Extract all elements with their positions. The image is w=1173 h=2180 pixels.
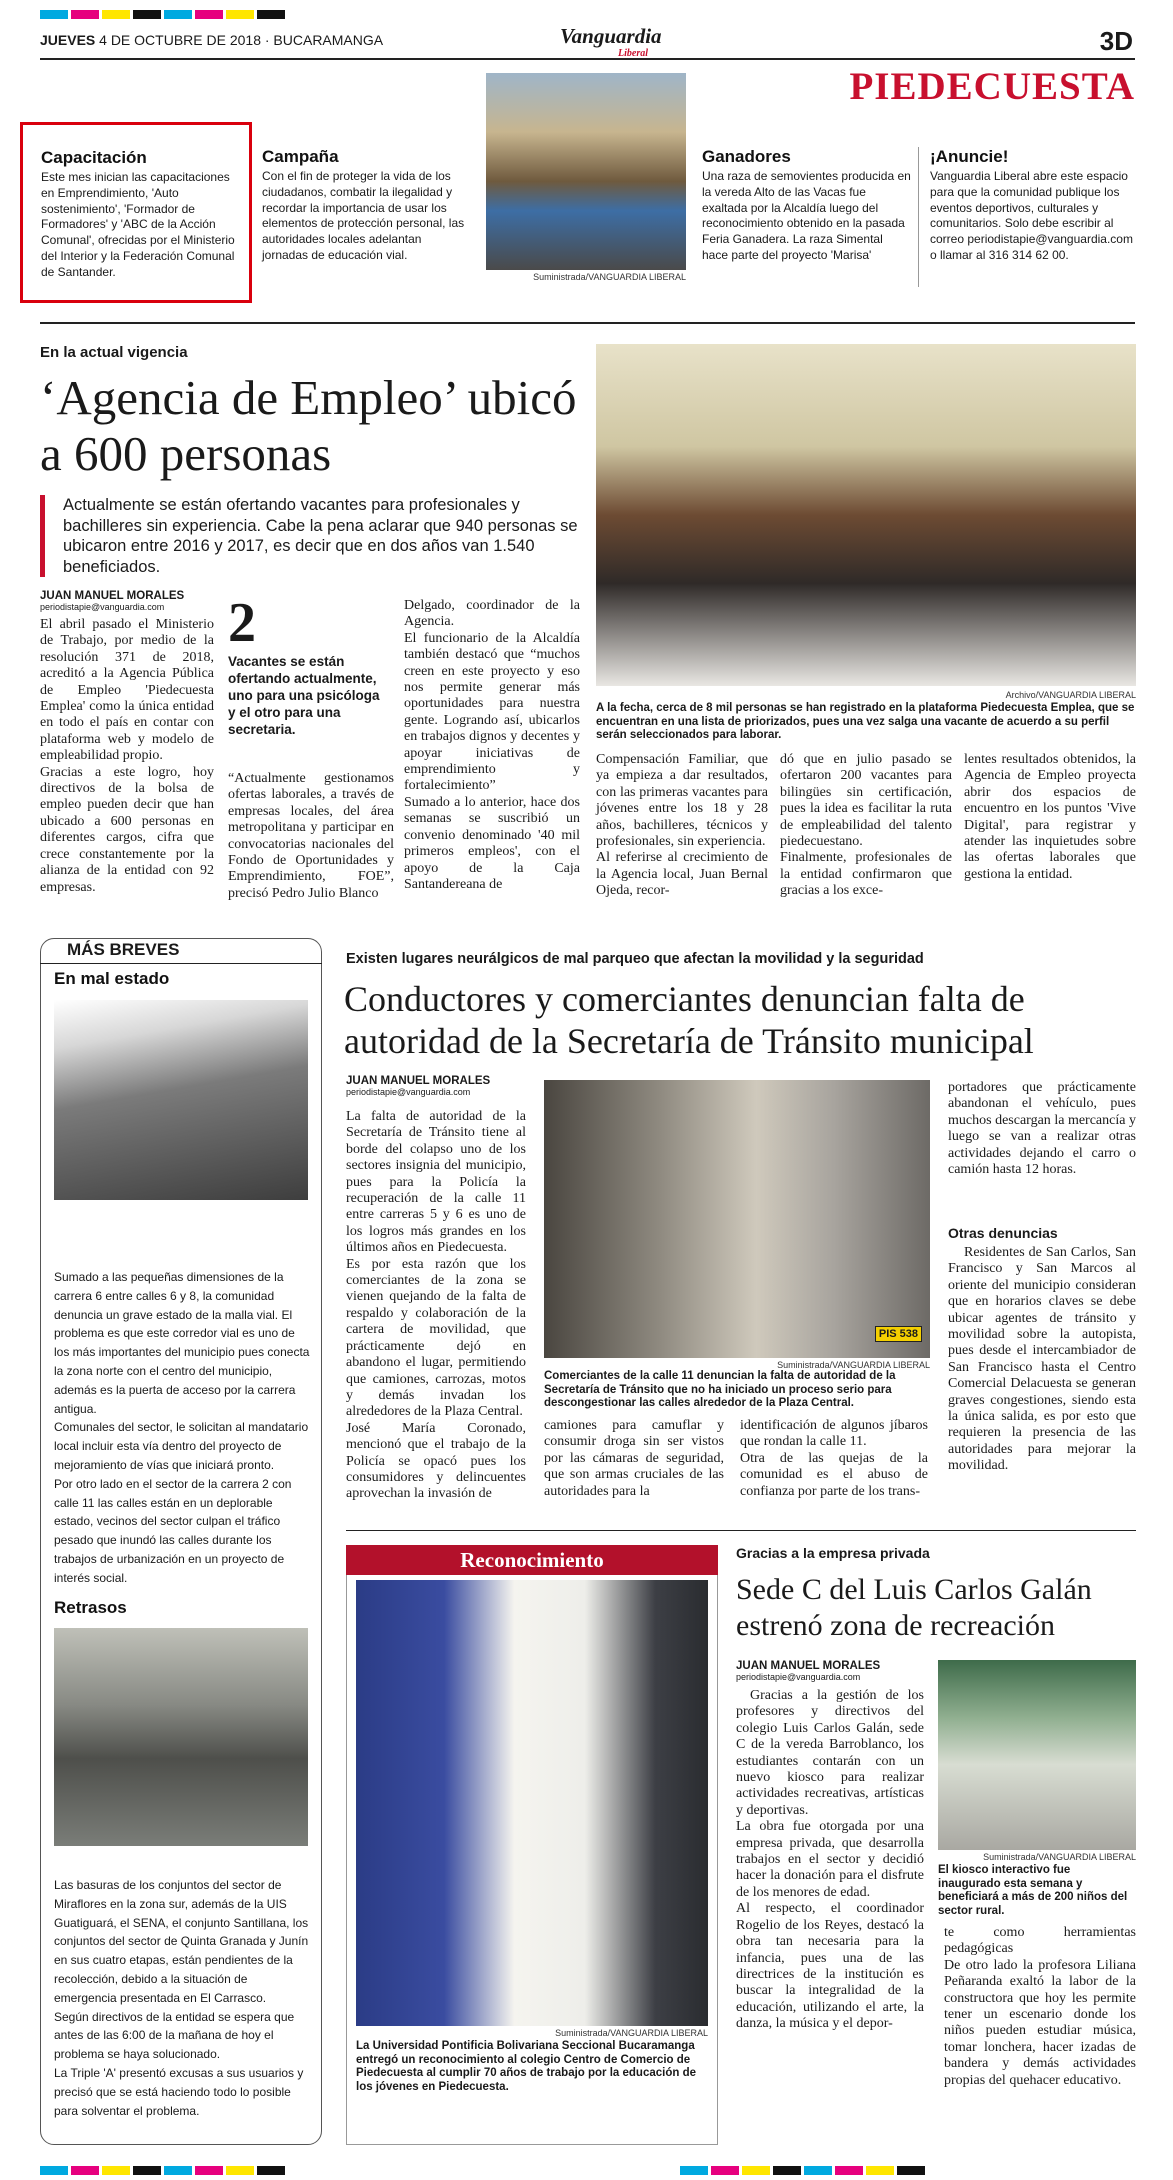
transit-col3: identificación de algunos jíbaros que rondan la calle 11. Otra de las quejas de la comunidad es el abuso de confianza por parte de los trans- (740, 1418, 928, 1499)
author: JUAN MANUEL MORALES (346, 1075, 491, 1087)
breve-title: Retrasos (54, 1598, 127, 1617)
photo-caption: La Universidad Pontificia Bolivariana Seccional Bucaramanga entregó un reconocimiento al colegio Centro de Comercio de Piedecuesta al cumplir 70 años de trabajo por la educación de los jóvenes en Piedecuesta. (356, 2040, 697, 2093)
brief-ganadores (702, 147, 912, 264)
lead-photo (596, 344, 1136, 686)
lead-col5: dó que en julio pasado se ofertaron 200 vacantes para bilingües sin certificación, pues la idea es facilitar la ruta de empleabilidad del talento piedecuestano. Finalmente, profesionales de la entidad confirmaron que gracias a los exce- (780, 752, 952, 899)
kiosk-photo (938, 1660, 1136, 1850)
header-date: 4 DE OCTUBRE DE 2018 · BUCARAMANGA (99, 32, 384, 48)
transit-subhead: Otras denuncias (948, 1225, 1058, 1241)
photo-credit: Suministrada/VANGUARDIA LIBERAL (533, 272, 686, 282)
brief-anuncie (930, 147, 1138, 264)
lead-kicker: En la actual vigencia (40, 344, 188, 361)
author: JUAN MANUEL MORALES (736, 1660, 881, 1672)
lead-col2: “Actualmente gestionamos ofertas laborales, a través de empresas locales, del área metropolitana y participar en convocatorias nacionales del Fondo de Oportunidades y Emprendimiento, FOE”, precisó Pedro Julio Blanco (228, 771, 394, 901)
photo-caption: Comerciantes de la calle 11 denuncian la falta de autoridad de la Secretaría de Tránsito que no ha iniciado un proceso serio para descongestionar las calles alrededor de la Plaza Central. (544, 1370, 896, 1409)
brief-capacitacion (20, 122, 252, 303)
garbage-truck-photo (54, 1628, 308, 1846)
school-col2: te como herramientas pedagógicas De otro lado la profesora Liliana Peñaranda exaltó la labor de la constructora que hoy les permite tener un escenario donde los niños pueden estudiar música, tomar lonchera, hacer izadas de bandera y demás actividades propias del quehacer educativo. (944, 1925, 1136, 2088)
color-bar-bottom-right (680, 2162, 928, 2180)
lead-col6: lentes resultados obtenidos, la Agencia de Empleo proyecta abrir dos espacios de encuentro en los puntos 'Vive Digital', para registrar y atender las inquietudes sobre las ofertas laborales que gestiona la entidad. (964, 752, 1136, 882)
transit-col1: La falta de autoridad de la Secretaría de Tránsito tiene al borde del colapso uno de los sectores insignia del municipio, pues para la Policía la recuperación de la calle 11 entre carreras 5 y 6 es uno de los logros más grandes en los últimos años en Piedecuesta. Es por esta razón que los comerciantes de la zona se vienen quejando de la falta de respaldo y colaboración de la cartera de movilidad, que prácticamente dejó en abandono el lugar, permitiendo que camiones, carrozas, motos y demás invadan los alrededores de la Plaza Central. José María Coronado, mencionó que el trabajo de la Policía se opacó pues los consumidores y delincuentes aprovechan la invasión de (346, 1109, 526, 1502)
page-header (40, 26, 1135, 60)
author-email: periodistapie@vanguardia.com (736, 1672, 861, 1682)
mas-breves-header: MÁS BREVES (67, 940, 180, 959)
fact-number: 2 (228, 592, 256, 654)
divider (40, 322, 1135, 324)
masthead-logo-sub: Liberal (618, 48, 648, 59)
school-col1: Gracias a la gestión de los profesores y directivos del colegio Luis Carlos Galán, sede C de la vereda Barroblanco, los estudiantes contarán con un nuevo kiosco para realizar actividades recreativas, artísticas y deportivas. La obra fue otorgada por una empresa privada, que desarrolla trabajos en el sector y decidió hacer la donación para el disfrute de los menores de edad. Al respecto, el coordinador Rogelio de los Reyes, destacó la obra tan necesaria para la infancia, pues una de las directrices de la institución es buscar la integralidad de la educación, utilizando el arte, la danza, la música y el depor- (736, 1688, 924, 2032)
brief-text: Vanguardia Liberal abre este espacio para que la comunidad publique los eventos deportivos, culturales y comunitarios. Solo debe escribir al correo periodistapie@vanguardia.com o llamar al 316 314 62 00. (930, 169, 1133, 262)
lead-col1: El abril pasado el Ministerio de Trabajo, por medio de la resolución 371 de 2018, acreditó a la Agencia Pública de Empleo 'Piedecuesta Emplea' como la única entidad en todo el país en contar con plataforma web y modelo de empleabilidad propio. Gracias a este logro, hoy directivos de la bolsa de empleo pueden decir que han ubicado a 600 personas en diferentes cargos, cifra que crece constantemente por la alianza de la entidad con 92 empresas. (40, 617, 214, 895)
brief-campana (262, 147, 470, 264)
school-headline: Sede C del Luis Carlos Galán estrenó zona de recreación (736, 1573, 1092, 1642)
transit-col2: camiones para camuflar y consumir droga sin ser vistos por las cámaras de seguridad, que son armas cruciales de las autoridades para la (544, 1418, 724, 1499)
author: JUAN MANUEL MORALES (40, 590, 185, 602)
photo-credit: Archivo/VANGUARDIA LIBERAL (1005, 690, 1136, 700)
transit-byline (346, 1075, 490, 1097)
photo-caption: El kiosco interactivo fue inaugurado esta semana y beneficiará a más de 200 niños del sector rural. (938, 1864, 1128, 1917)
lead-deck: Actualmente se están ofertando vacantes para profesionales y bachilleres sin experiencia. Cabe la pena aclarar que 940 personas se ubicaron entre 2016 y 2017, es decir que en dos años van 1.540 beneficiados. (40, 495, 590, 577)
header-day: JUEVES (40, 32, 96, 48)
photo-credit: Suministrada/VANGUARDIA LIBERAL (983, 1852, 1136, 1862)
lead-headline: ‘Agencia de Empleo’ ubicó a 600 personas (40, 370, 577, 481)
fact-box (228, 592, 388, 738)
brief-text: Este mes inician las capacitaciones en Emprendimiento, 'Auto sostenimiento', 'Formador de Formadores' y 'ABC de la Acción Comunal', ofrecidas por el Ministerio del Interior y la Federación Comunal de Santander. (41, 170, 235, 279)
reco-header: Reconocimiento (460, 1548, 604, 1572)
divider (346, 1530, 1136, 1531)
brief-title: Capacitación (41, 148, 147, 167)
license-plate: PIS 538 (875, 1326, 922, 1342)
lead-col4: Compensación Familiar, que ya empieza a dar resultados, con las primeras vacantes para jóvenes entre los 18 y 28 años, bachilleres, técnicos y profesionales, sin experiencia. Al referirse al crecimiento de la Agencia local, Juan Bernal Ojeda, recor- (596, 752, 768, 899)
reco-photo (356, 1580, 708, 2026)
section-title: PIEDECUESTA (849, 65, 1135, 108)
brief-title: Ganadores (702, 147, 791, 166)
brief-text: Con el fin de proteger la vida de los ciudadanos, combatir la ilegalidad y recordar la importancia de usar los elementos de protección personal, las autoridades locales adelantan jornadas de educación vial. (262, 169, 465, 262)
cattle-photo (486, 73, 686, 270)
transit-kicker: Existen lugares neurálgicos de mal parqueo que afectan la movilidad y la seguridad (346, 951, 924, 967)
photo-credit: Suministrada/VANGUARDIA LIBERAL (555, 2028, 708, 2038)
lead-byline (40, 590, 184, 612)
lead-col3: Delgado, coordinador de la Agencia. El funcionario de la Alcaldía también destacó que “muchos creen en este proyecto y eso nos permite generar más oportunidades para nuestra gente. Logrando así, ubicarlos en trabajos dignos y decentes y apoyar iniciativas de emprendimiento y fortalecimiento” Sumado a lo anterior, hace dos semanas se suscribió un convenio denominado '40 mil primeros empleos', con el apoyo de la Caja Santandereana de (404, 598, 580, 892)
reco-header-band (346, 1545, 718, 1575)
school-kicker: Gracias a la empresa privada (736, 1545, 930, 1561)
transit-col4b: Residentes de San Carlos, San Francisco y San Marcos al oriente del municipio consideran que en horarios claves se debe ubicar agentes de tránsito y movilidad sobre la autopista, pues desde el intercambiador de San Francisco hasta el Centro Comercial Delacuesta se generan graves congestiones, siendo esta la única salida, es por esto que requieren la presencia de las autoridades para mejorar la movilidad. (948, 1245, 1136, 1474)
divider (40, 963, 322, 964)
breve-text: Sumado a las pequeñas dimensiones de la carrera 6 entre calles 6 y 8, la comunidad denuncia un grave estado de la malla vial. El problema es que este corredor vial es uno de los más importantes del municipio pues conecta la zona norte con el centro del municipio, además es la puerta de acceso por la carrera antigua. Comunales del sector, le solicitan al mandatario local incluir esta vía dentro del proyecto de mejoramiento de vías que iniciará pronto. Por otro lado en el sector de la carrera 2 con calle 11 las calles están en un deplorable estado, vecinos del sector culpan el tráfico pesado que inundó las calles durante los trabajos de urbanización en un proyecto de interés social. (54, 1270, 310, 1585)
breve-text: Las basuras de los conjuntos del sector de Miraflores en la zona sur, además de la UIS Guatiguará, el SENA, el conjunto Santillana, los conjuntos del sector de Quinta Granada y Junín en sus cuatro etapas, están pendientes de la recolección, debido a la situación de emergencia presentada en El Carrasco. Según directivos de la entidad se espera que antes de las 6:00 de la mañana de hoy el problema se haya solucionado. La Triple 'A' presentó excusas a sus usuarios y precisó que se está haciendo todo lo posible para solventar el problema. (54, 1878, 309, 2118)
transit-headline: Conductores y comerciantes denuncian falta de autoridad de la Secretaría de Tránsito municipal (344, 979, 1034, 1061)
color-bar-bottom (40, 2162, 288, 2180)
school-byline (736, 1660, 880, 1682)
photo-caption: A la fecha, cerca de 8 mil personas se han registrado en la plataforma Piedecuesta Emplea, que se encuentran en una lista de priorizados, pues una vez salga una vacante de acuerdo a su perfil serán seleccionados para laborar. (596, 702, 1135, 741)
transit-col4a: portadores que prácticamente abandonan el vehículo, pues muchos descargan la mercancía y luego se van a realizar otras actividades dejando el carro o camión hasta 12 horas. (948, 1080, 1136, 1178)
masthead-logo: Vanguardia Liberal (560, 26, 662, 46)
brief-title: ¡Anuncie! (930, 147, 1009, 166)
page-number: 3D (1099, 26, 1133, 56)
brief-title: Campaña (262, 147, 339, 166)
fact-text: Vacantes se están ofertando actualmente, uno para una psicóloga y el otro para una secretaria. (228, 654, 380, 737)
road-photo (54, 1000, 308, 1200)
street-photo (544, 1080, 930, 1358)
breve-title: En mal estado (54, 969, 170, 988)
author-email: periodistapie@vanguardia.com (346, 1087, 471, 1097)
author-email: periodistapie@vanguardia.com (40, 602, 165, 612)
divider (918, 147, 919, 287)
color-bar-top (40, 6, 288, 24)
photo-credit: Suministrada/VANGUARDIA LIBERAL (777, 1360, 930, 1370)
brief-text: Una raza de semovientes producida en la vereda Alto de las Vacas fue exaltada por la Alcaldía luego del reconocimiento obtenido en la pasada Feria Ganadera. La raza Simental hace parte del proyecto 'Marisa' (702, 169, 911, 262)
